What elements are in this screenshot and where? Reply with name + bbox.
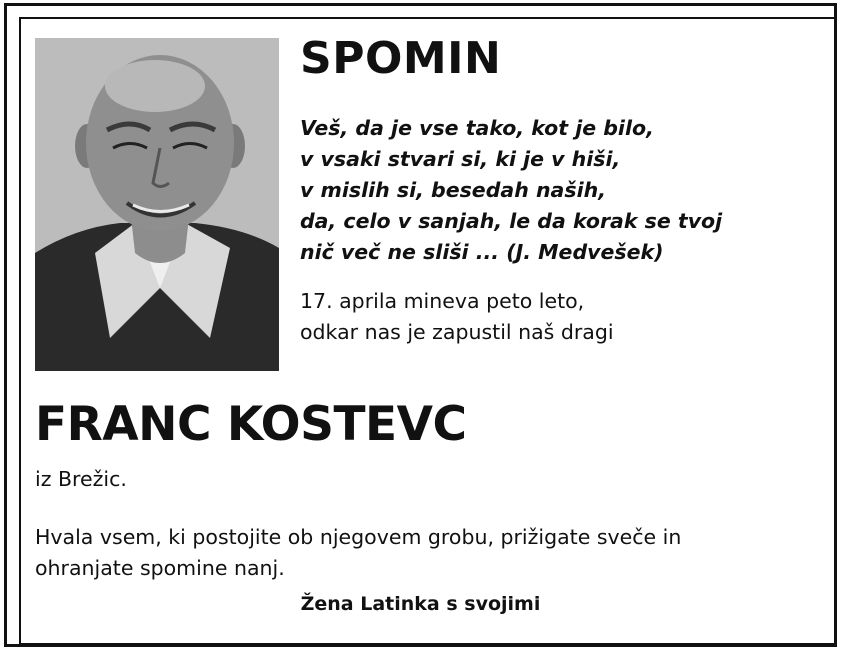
announcement-line: odkar nas je zapustil naš dragi [300, 320, 614, 344]
thanks-line: Hvala vsem, ki postojite ob njegovem grobu, prižigate sveče in [35, 525, 682, 549]
poem-line: Veš, da je vse tako, kot je bilo, [300, 116, 654, 140]
poem-line: v mislih si, besedah naših, [300, 178, 606, 202]
poem-line: nič več ne sliši ... (J. Medvešek) [300, 240, 664, 264]
thanks-message [35, 522, 681, 584]
poem-line: v vsaki stvari si, ki je v hiši, [300, 147, 621, 171]
signature: Žena Latinka s svojimi [300, 593, 541, 615]
portrait-photo [35, 38, 279, 371]
announcement-line: 17. aprila mineva peto leto, [300, 289, 585, 313]
page-title: SPOMIN [300, 33, 502, 84]
thanks-line: ohranjate spomine nanj. [35, 556, 285, 580]
origin-text: iz Brežic. [35, 467, 127, 491]
poem-line: da, celo v sanjah, le da korak se tvoj [300, 209, 723, 233]
announcement [300, 286, 614, 348]
deceased-name: FRANC KOSTEVC [35, 397, 467, 452]
poem [300, 113, 722, 268]
